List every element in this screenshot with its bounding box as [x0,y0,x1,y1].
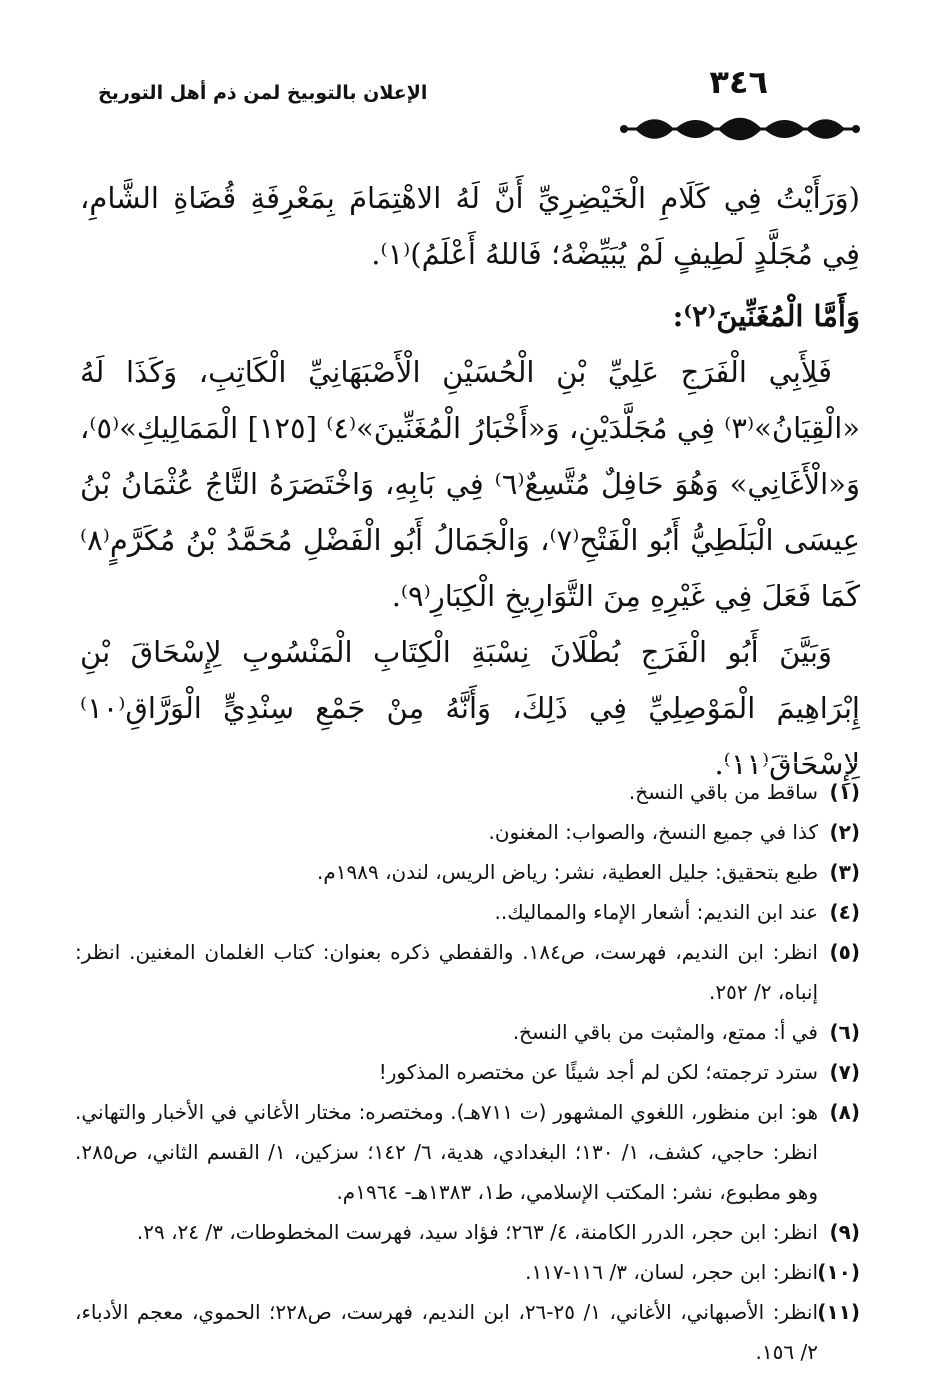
footnote-number: (٢) [829,820,860,844]
footnote-9 [75,1212,860,1252]
footnote-2 [75,812,860,852]
footnote-number: (١٠) [817,1260,860,1284]
footnote-5 [75,932,860,1012]
footnote-10 [75,1252,860,1292]
footnote-text: عند ابن النديم: أشعار الإماء والمماليك.. [494,900,818,924]
footnote-3 [75,852,860,892]
footnote-number: (١١) [817,1300,860,1324]
footnote-number: (٩) [829,1220,860,1244]
footnote-1 [75,772,860,812]
paragraph-khaydhari: (وَرَأَيْتُ فِي كَلَامِ الْخَيْضِرِيِّ أَنَّ لَهُ الاهْتِمَامَ بِمَعْرِفَةِ قُضَاةِ الشَّامِ، فِي مُجَلَّدٍ لَطِيفٍ لَمْ يُبَيِّضْهُ؛ فَاللهُ أَعْلَمُ)⁽١⁾. [80,181,860,271]
page-header [80,62,860,116]
footnote-text: انظر: الأصبهاني، الأغاني، ١/ ٢٥-٢٦، ابن النديم، فهرست، ص٢٢٨؛ الحموي، معجم الأدباء، ٢/ ١٥٦. [75,1300,818,1364]
footnote-6 [75,1012,860,1052]
footnote-text: هو: ابن منظور، اللغوي المشهور (ت ٧١١هـ). ومختصره: مختار الأغاني في الأخبار والتهاني. انظر: حاجي، كشف، ١/ ١٣٠؛ البغدادي، هدية، ٦/ ١٤٢؛ سزكين، ١/ القسم الثاني، ص٢٨٥. وهو مطبوع، نشر: المكتب الإسلامي، ط١، ١٣٨٣هـ- ١٩٦٤م. [75,1100,818,1204]
footnote-8 [75,1092,860,1212]
footnote-text: انظر: ابن النديم، فهرست، ص١٨٤. والقفطي ذكره بعنوان: كتاب الغلمان المغنين. انظر: إنباه، ٢/ ٢٥٢. [75,940,818,1004]
footnote-4 [75,892,860,932]
paragraph-attribution: وَبَيَّنَ أَبُو الْفَرَجِ بُطْلَانَ نِسْبَةِ الْكِتَابِ الْمَنْسُوبِ لِإِسْحَاقَ بْنِ إِبْرَاهِيمَ الْمَوْصِلِيِّ فِي ذَلِكَ، وَأَنَّهُ مِنْ جَمْعِ سِنْدِيٍّ الْوَرَّاقِ⁽١٠⁾ لِإِسْحَاقَ⁽١١⁾. [80,635,860,781]
footnote-number: (٥) [829,940,860,964]
footnote-text: ساقط من باقي النسخ. [628,780,818,804]
footnote-separator [80,762,860,763]
footnote-number: (٤) [829,900,860,924]
running-title: الإعلان بالتوبيخ لمن ذم أهل التوريخ [98,82,428,104]
arabesque-border-ornament-icon [620,114,860,144]
footnote-text: سترد ترجمته؛ لكن لم أجد شيئًا عن مختصره المذكور! [378,1060,818,1084]
footnote-11 [75,1292,860,1372]
book-page [75,62,861,1364]
footnote-text: طبع بتحقيق: جليل العطية، نشر: رياض الريس، لندن، ١٩٨٩م. [317,860,818,884]
footnote-text: كذا في جميع النسخ، والصواب: المغنون. [488,820,818,844]
footnote-number: (٨) [829,1100,860,1124]
footnote-text: انظر: ابن حجر، الدرر الكامنة، ٤/ ٢٦٣؛ فؤاد سيد، فهرست المخطوطات، ٣/ ٢٤، ٢٩. [136,1220,818,1244]
paragraph-abu-al-faraj: فَلِأَبِي الْفَرَجِ عَلِيِّ بْنِ الْحُسَيْنِ الْأَصْبَهَانِيِّ الْكَاتِبِ، وَكَذَا لَهُ «الْقِيَانُ»⁽٣⁾ فِي مُجَلَّدَيْنِ، وَ«أَخْبَارُ الْمُغَنِّينَ»⁽٤⁾ [١٢٥] الْمَمَالِيكِ»⁽٥⁾، وَ«الْأَغَانِي» وَهُوَ حَافِلٌ مُتَّسِعٌ⁽٦⁾ فِي بَابِهِ، وَاخْتَصَرَهُ التَّاجُ عُثْمَانُ بْنُ عِيسَى الْبَلَطِيُّ أَبُو الْفَتْحِ⁽٧⁾، وَالْجَمَالُ أَبُو الْفَضْلِ مُحَمَّدُ بْنُ مُكَرَّمٍ⁽٨⁾ كَمَا فَعَلَ فِي غَيْرِهِ مِنَ التَّوَارِيخِ الْكِبَارِ⁽٩⁾. [80,355,861,613]
footnote-number: (١) [829,780,860,804]
footnote-number: (٣) [829,860,860,884]
footnote-text: في أ: ممتع، والمثبت من باقي النسخ. [512,1020,818,1044]
page-number: ٣٤٦ [709,63,768,101]
main-text [80,170,860,792]
footnote-7 [75,1052,860,1092]
footnotes [75,772,860,1372]
section-heading-singers: وَأَمَّا الْمُغَنِّينَ⁽٢⁾: [672,299,860,333]
footnote-text: انظر: ابن حجر، لسان، ٣/ ١١٦-١١٧. [525,1260,818,1284]
footnote-number: (٧) [829,1060,860,1084]
footnote-number: (٦) [829,1020,860,1044]
